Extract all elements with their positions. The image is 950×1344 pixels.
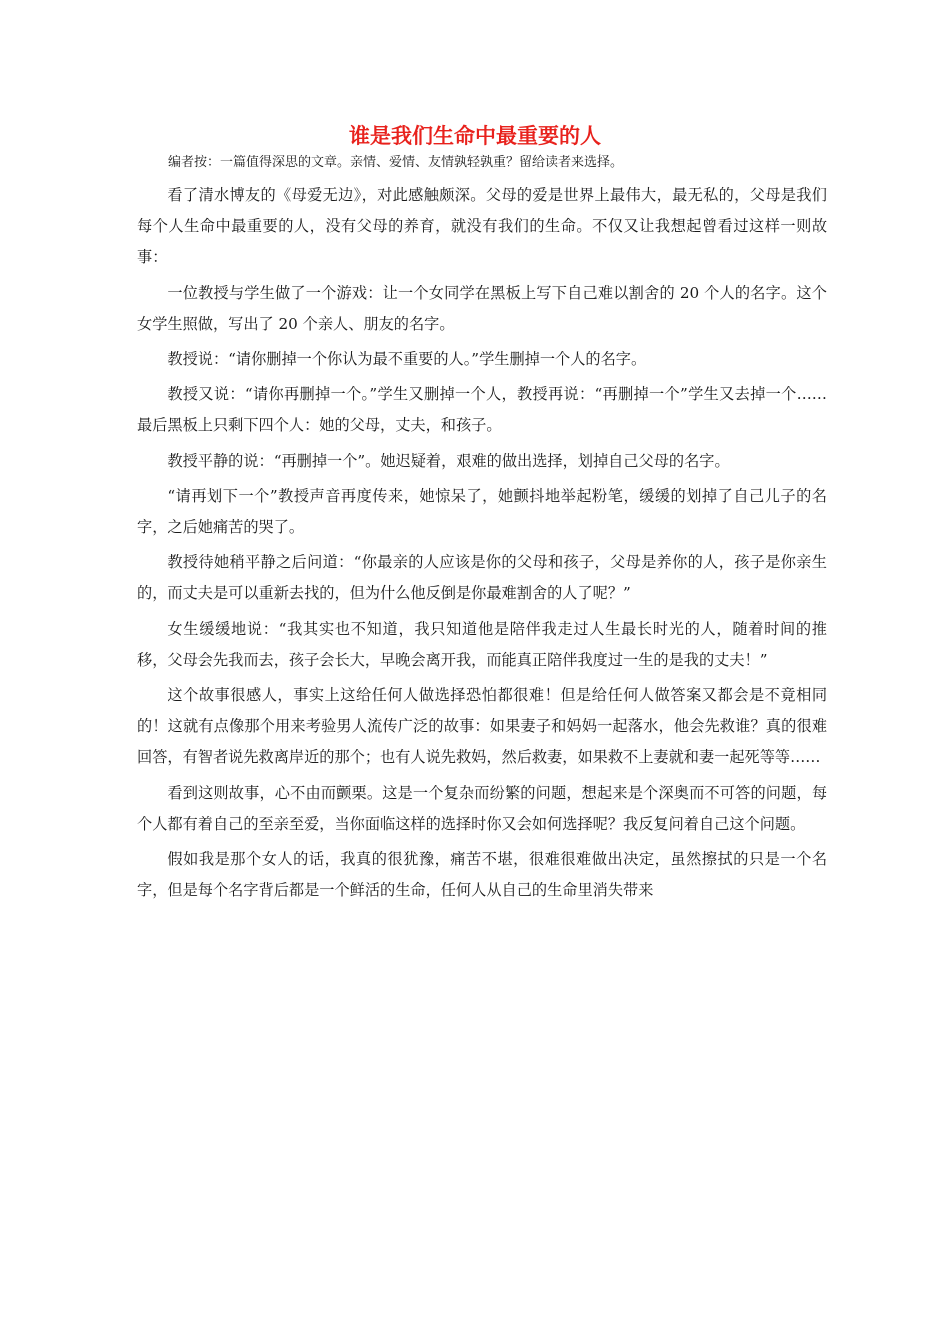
paragraph: 看到这则故事，心不由而颤栗。这是一个复杂而纷繁的问题，想起来是个深奥而不可答的问题，每个人都有着自己的至亲至爱，当你面临这样的选择时你又会如何选择呢？我反复问着自己这个问题。 [137, 783, 827, 833]
paragraph: 女生缓缓地说：“我其实也不知道，我只知道他是陪伴我走过人生最长时光的人，随着时间的推移，父母会先我而去，孩子会长大，早晚会离开我，而能真正陪伴我度过一生的是我的丈夫！” [137, 619, 827, 669]
article-title: 谁是我们生命中最重要的人 [349, 124, 601, 148]
paragraph: 教授又说：“请你再删掉一个。”学生又删掉一个人，教授再说：“再删掉一个”学生又去掉一个……最后黑板上只剩下四个人：她的父母，丈夫，和孩子。 [137, 385, 827, 435]
paragraph: 看了清水博友的《母爱无边》，对此感触颇深。父母的爱是世界上最伟大，最无私的，父母是我们每个人生命中最重要的人，没有父母的养育，就没有我们的生命。不仅又让我想起曾看过这样一则故事： [137, 186, 827, 267]
article-body [137, 180, 827, 910]
editor-note: 编者按：一篇值得深思的文章。亲情、爱情、友情孰轻孰重？留给读者来选择。 [168, 155, 624, 170]
paragraph: 教授平静的说：“再删掉一个”。她迟疑着，艰难的做出选择，划掉自己父母的名字。 [167, 451, 730, 470]
paragraph: 假如我是那个女人的话，我真的很犹豫，痛苦不堪，很难很难做出决定，虽然擦拭的只是一个名字，但是每个名字背后都是一个鲜活的生命，任何人从自己的生命里消失带来 [137, 850, 827, 900]
paragraph: 教授说：“请你删掉一个你认为最不重要的人。”学生删掉一个人的名字。 [167, 350, 647, 369]
paragraph: 一位教授与学生做了一个游戏：让一个女同学在黑板上写下自己难以割舍的 20 个人的名字。这个女学生照做，写出了 20 个亲人、朋友的名字。 [137, 283, 827, 333]
paragraph: 这个故事很感人，事实上这给任何人做选择恐怕都很难！但是给任何人做答案又都会是不竟相同的！这就有点像那个用来考验男人流传广泛的故事：如果妻子和妈妈一起落水，他会先救谁？真的很难回答，有智者说先救离岸近的那个；也有人说先救妈，然后救妻，如果救不上妻就和妻一起死等等…… [137, 686, 827, 767]
paragraph: 教授待她稍平静之后问道：“你最亲的人应该是你的父母和孩子，父母是养你的人，孩子是你亲生的，而丈夫是可以重新去找的，但为什么他反倒是你最难割舍的人了呢？” [137, 553, 827, 603]
paragraph: “请再划下一个”教授声音再度传来，她惊呆了，她颤抖地举起粉笔，缓缓的划掉了自己儿子的名字，之后她痛苦的哭了。 [137, 486, 827, 537]
